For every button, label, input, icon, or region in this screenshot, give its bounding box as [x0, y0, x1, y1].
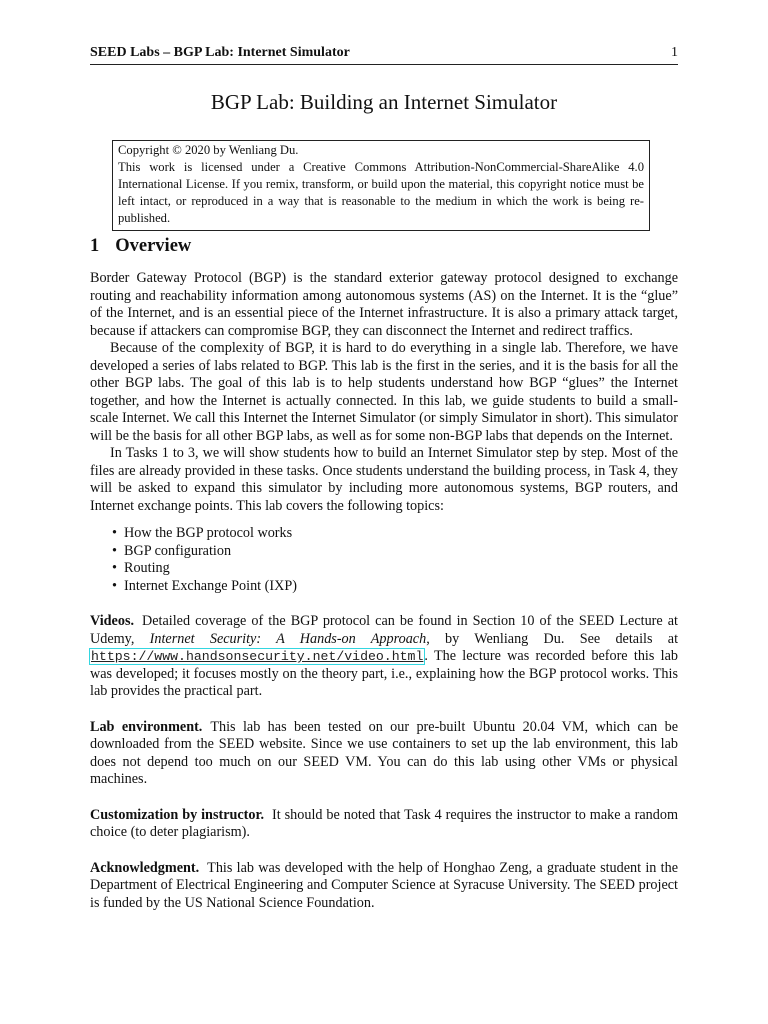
license-text: This work is licensed under a Creative Commons Attribution-NonCommercial-ShareAlike 4.0 International License. If you remix, transform, or build upon the material, this copyright notice must be left intact, or reproduced in a way that is reasonable to the medium in which the work is being re-published.: [118, 160, 644, 225]
customization-paragraph: Customization by instructor. It should be noted that Task 4 requires the instructor to make a random choice (to deter plagiarism).: [90, 806, 678, 840]
videos-paragraph: Videos. Detailed coverage of the BGP protocol can be found in Section 10 of the SEED Lecture at Udemy, Internet Security: A Hands-on Approach, by Wenliang Du. See details at https://www.handsonsecurity.net/video.html. The lecture was recorded before this lab was developed; it focuses mostly on the theory part, i.e., explaining how the BGP protocol works. This lab provides the practical part.: [90, 613, 679, 699]
section-title: Overview: [115, 236, 192, 256]
bullet-icon: •: [112, 542, 117, 559]
section-heading-overview: [90, 236, 191, 257]
document-title: BGP Lab: Building an Internet Simulator: [210, 90, 558, 114]
customization-label: Customization by instructor.: [90, 806, 265, 823]
overview-paragraph-1: Border Gateway Protocol (BGP) is the standard exterior gateway protocol designed to exchange routing and reachability information among autonomous systems (AS) on the Internet. It is the “glue” of the Internet, and is an essential piece of the Internet infrastructure. It is also a primary attack target, because if attackers can compromise BGP, they can disconnect the Internet and redirect traffics.: [90, 270, 678, 339]
running-header: [90, 44, 678, 65]
list-item: • Internet Exchange Point (IXP): [112, 577, 297, 594]
overview-paragraph-2: Because of the complexity of BGP, it is hard to do everything in a single lab. Therefore, we have developed a series of labs related to BGP. This lab is the first in the series, and it is the basis for all the other BGP labs. The goal of this lab is to help students understand how BGP “glues” the Internet together, and how the Internet is actually connected. In this lab, we guide students to build a small-scale Internet. We call this Internet the Internet Simulator (or simply Simulator in short). This simulator will be the basis for all other BGP labs, as well as for some non-BGP labs that depends on the Internet.: [90, 340, 678, 444]
course-title: Internet Security: A Hands-on Approach: [149, 630, 427, 647]
bullet-icon: •: [112, 525, 117, 541]
copyright-line: Copyright © 2020 by Wenliang Du.: [118, 143, 299, 157]
bullet-icon: •: [112, 577, 117, 594]
list-item: • Routing: [112, 560, 170, 576]
overview-paragraph-3: In Tasks 1 to 3, we will show students how to build an Internet Simulator step by step. Most of the files are already provided in these tasks. Once students understand the building process, in Task 4, they will be asked to expand this simulator by including more autonomous systems, BGP routers, and Internet exchange points. This lab covers the following topics:: [90, 445, 678, 514]
bullet-icon: •: [112, 560, 117, 576]
section-number: 1: [90, 236, 100, 256]
topic-list: [90, 525, 678, 595]
copyright-notice: [112, 140, 650, 231]
acknowledgment-label: Acknowledgment.: [90, 859, 200, 876]
lab-environment-paragraph: Lab environment. This lab has been tested on our pre-built Ubuntu 20.04 VM, which can be downloaded from the SEED website. Since we use containers to set up the lab environment, this lab does not depend too much on our SEED VM. You can do this lab using other VMs or physical machines.: [90, 718, 678, 787]
acknowledgment-paragraph: Acknowledgment. This lab was developed with the help of Honghao Zeng, a graduate student in the Department of Electrical Engineering and Computer Science at Syracuse University. The SEED project is funded by the US National Science Foundation.: [90, 859, 678, 911]
video-url-link[interactable]: https://www.handsonsecurity.net/video.html: [91, 649, 424, 664]
list-item: • How the BGP protocol works: [112, 525, 293, 541]
lab-environment-label: Lab environment.: [90, 718, 203, 735]
running-title: SEED Labs – BGP Lab: Internet Simulator: [90, 45, 350, 60]
page-number: 1: [671, 45, 678, 60]
body-text: [90, 270, 678, 912]
list-item: • BGP configuration: [112, 542, 232, 559]
videos-label: Videos.: [90, 613, 135, 629]
